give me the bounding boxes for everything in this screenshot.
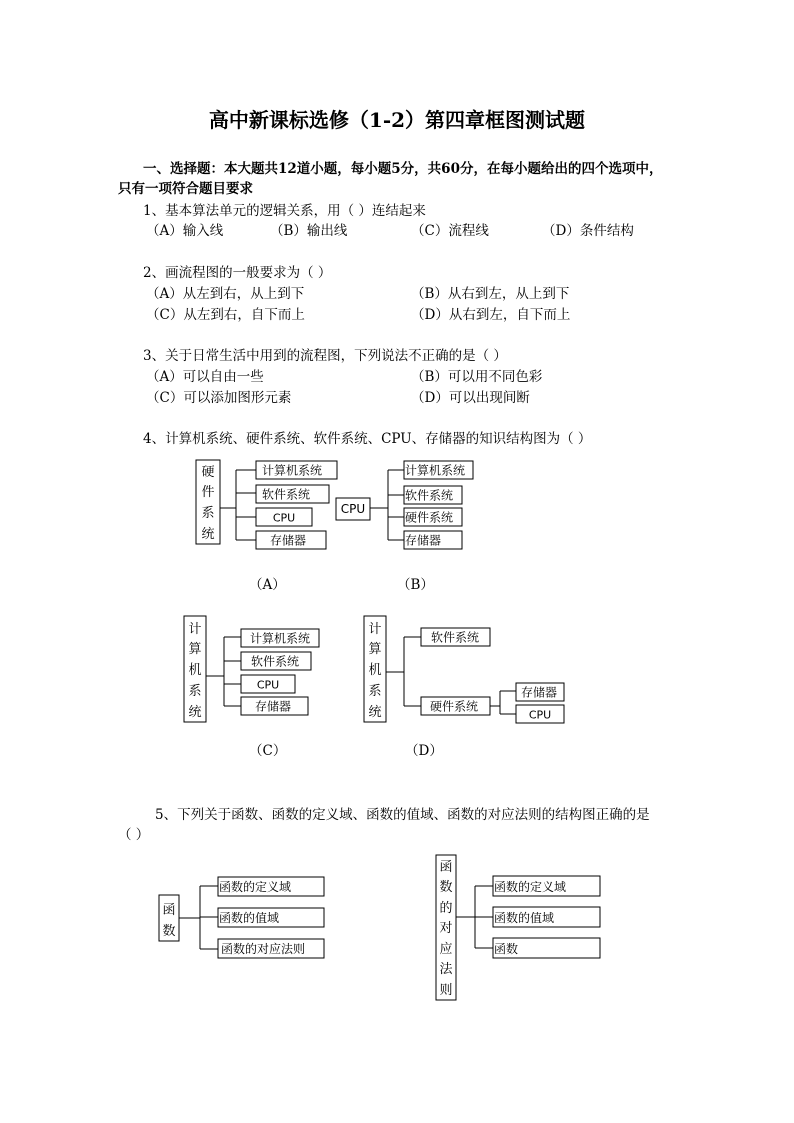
q3-option-a: （A）可以自由一些: [146, 369, 264, 385]
q5-right-root-char: 应: [439, 942, 453, 957]
diagram-c-root-char: 机: [188, 663, 202, 678]
diagram-b-item: 硬件系统: [405, 510, 454, 525]
q5-right-root-char: 法: [439, 962, 453, 977]
q5-left-item: 函数的定义域: [219, 880, 292, 894]
q3-stem: 3、关于日常生活中用到的流程图，下列说法不正确的是（ ）: [143, 348, 507, 364]
q1-option-b: （B）输出线: [270, 223, 348, 239]
diagram-a-root-char: 硬: [201, 465, 215, 480]
q5-right-root-char: 则: [439, 983, 453, 998]
q4-label-d: （D）: [405, 743, 443, 759]
q4-label-c: （C）: [249, 743, 287, 759]
q5-right-root-char: 对: [439, 921, 453, 936]
q5-right-root-char: 的: [439, 901, 453, 916]
diagram-b-item: 计算机系统: [405, 463, 466, 478]
q2-option-a: （A）从左到右，从上到下: [146, 286, 305, 302]
diagram-a-item: 软件系统: [262, 487, 311, 502]
q5-right-root-char: 数: [439, 880, 453, 895]
diagram-a-item: 存储器: [270, 533, 307, 548]
q1-option-d: （D）条件结构: [542, 223, 634, 239]
q2-option-b: （B）从右到左，从上到下: [411, 286, 570, 302]
q5-left-item: 函数的对应法则: [221, 942, 306, 956]
q1-stem: 1、基本算法单元的逻辑关系，用（ ）连结起来: [143, 203, 426, 219]
diagram-a-item: CPU: [272, 511, 296, 525]
diagram-c-root-char: 算: [188, 642, 202, 657]
q5-right-item: 函数的值域: [494, 911, 555, 925]
diagram-d-sub: CPU: [528, 708, 552, 722]
diagram-c-root-char: 系: [188, 684, 202, 699]
diagram-a-root-char: 件: [201, 485, 215, 500]
q4-label-a: （A）: [249, 577, 286, 593]
q2-option-d: （D）从右到左，自下而上: [411, 307, 571, 323]
q2-stem: 2、画流程图的一般要求为（ ）: [143, 265, 332, 281]
q5-left-root-char: 数: [162, 924, 176, 939]
q3-option-b: （B）可以用不同色彩: [411, 369, 543, 385]
diagram-d: [364, 616, 564, 723]
diagram-d-root-char: 计: [368, 622, 382, 637]
diagram-a: [196, 460, 337, 549]
q5-stem: 5、下列关于函数、函数的定义域、函数的值域、函数的对应法则的结构图正确的是: [155, 807, 650, 823]
diagram-a-item: 计算机系统: [262, 463, 323, 478]
diagram-a-root-char: 统: [201, 527, 215, 542]
diagram-d-root-char: 机: [368, 663, 382, 678]
q3-option-c: （C）可以添加图形元素: [146, 390, 292, 406]
diagram-a-root-char: 系: [201, 506, 215, 521]
diagram-b-root: CPU: [340, 502, 366, 516]
diagram-c-item: CPU: [256, 678, 280, 692]
diagram-c-item: 计算机系统: [250, 631, 311, 646]
diagram-c-root-char: 统: [188, 705, 202, 720]
q5-left-item: 函数的值域: [219, 911, 280, 925]
q4-stem: 4、计算机系统、硬件系统、软件系统、CPU、存储器的知识结构图为（ ）: [143, 431, 592, 447]
diagram-d-sub: 存储器: [521, 685, 558, 700]
q5-right-root-char: 函: [439, 860, 453, 875]
diagram-b-item: 软件系统: [405, 488, 454, 503]
section-heading-line1: 一、选择题：本大题共12道小题，每小题5分，共60分，在每小题给出的四个选项中，: [143, 161, 663, 177]
q1-option-a: （A）输入线: [146, 223, 224, 239]
q5-left-root-char: 函: [162, 903, 176, 918]
section-heading-line2: 只有一项符合题目要求: [118, 181, 253, 197]
q5-right-item: 函数: [494, 942, 519, 956]
q3-option-d: （D）可以出现间断: [411, 390, 530, 406]
q5-right-item: 函数的定义域: [494, 880, 567, 894]
diagram-c-root-char: 计: [188, 622, 202, 637]
diagram-d-root-char: 统: [368, 705, 382, 720]
page-title: 高中新课标选修（1-2）第四章框图测试题: [208, 108, 586, 132]
q1-option-c: （C）流程线: [411, 223, 489, 239]
diagram-c-item: 存储器: [255, 699, 292, 714]
q5-diagram-left: [159, 877, 324, 958]
q2-option-c: （C）从左到右，自下而上: [146, 307, 305, 323]
diagram-d-root-char: 算: [368, 642, 382, 657]
diagram-c-item: 软件系统: [251, 654, 300, 669]
diagram-d-mid: 硬件系统: [430, 699, 479, 714]
q5-diagram-right: [436, 855, 600, 1000]
diagram-b-item: 存储器: [405, 533, 442, 548]
diagram-d-root-char: 系: [368, 684, 382, 699]
diagram-c: [184, 616, 319, 722]
diagram-d-upper: 软件系统: [431, 630, 480, 645]
diagram-b: [336, 461, 473, 549]
q4-label-b: （B）: [397, 577, 434, 593]
q5-stem-blank: （ ）: [118, 827, 150, 843]
